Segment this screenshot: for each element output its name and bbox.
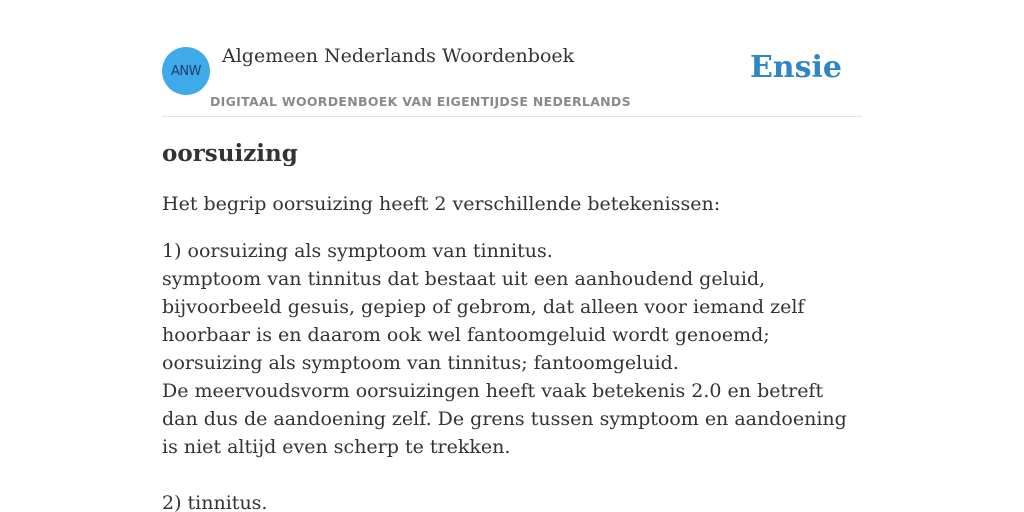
ensie-brand-link[interactable]: Ensie bbox=[749, 50, 842, 85]
dictionary-subtitle: DIGITAAL WOORDENBOEK VAN EIGENTIJDSE NEDERLANDS bbox=[210, 94, 631, 109]
meaning-1 bbox=[162, 237, 862, 461]
site-header bbox=[162, 0, 862, 117]
entry-headword: oorsuizing bbox=[162, 140, 298, 167]
entry-content bbox=[162, 138, 862, 512]
meaning-heading: 1) oorsuizing als symptoom van tinnitus. bbox=[162, 240, 553, 262]
meaning-heading: 2) tinnitus. bbox=[162, 492, 268, 512]
anw-logo[interactable]: ANW bbox=[162, 47, 210, 95]
entry-intro: Het begrip oorsuizing heeft 2 verschillende betekenissen: bbox=[162, 193, 721, 215]
meaning-note: De meervoudsvorm oorsuizingen heeft vaak betekenis 2.0 en betreft dan dus de aandoening zelf. De grens tussen symptoom en aandoening is niet altijd even scherp te trekken. bbox=[162, 380, 847, 458]
dictionary-title[interactable]: Algemeen Nederlands Woordenboek bbox=[222, 45, 575, 67]
meaning-definition: symptoom van tinnitus dat bestaat uit een aanhoudend geluid, bijvoorbeeld gesuis, gepiep of gebrom, dat alleen voor iemand zelf hoorbaar is en daarom ook wel fantoomgeluid wordt genoemd; oorsuizing als symptoom van tinnitus; fantoomgeluid. bbox=[162, 268, 805, 374]
meaning-2 bbox=[162, 489, 862, 512]
